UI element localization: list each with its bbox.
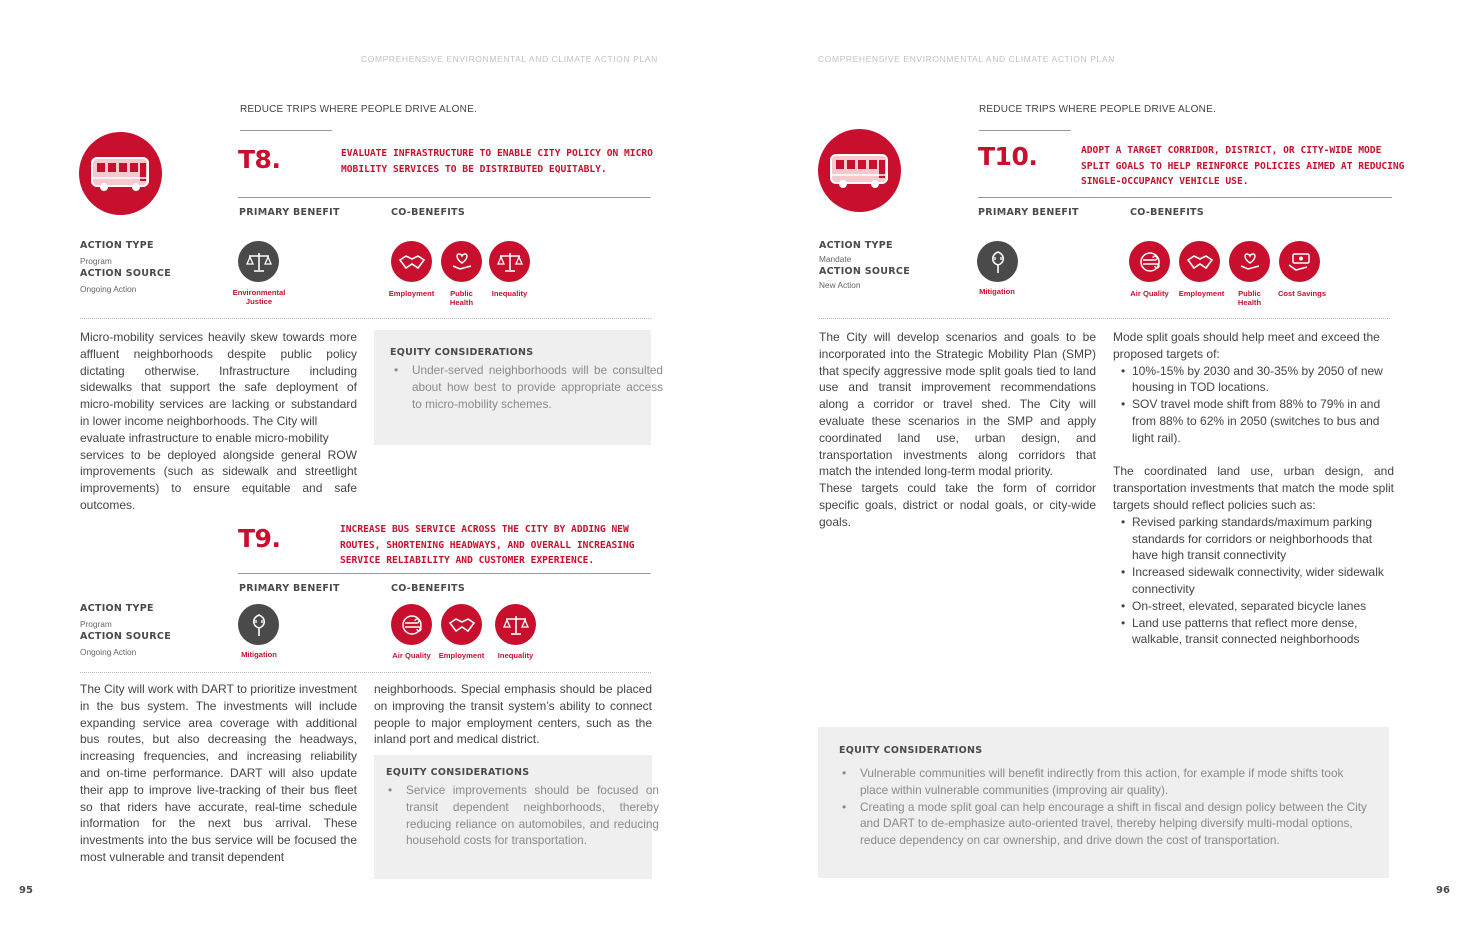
equity-item: • Creating a mode split goal can help encourage a shift in fiscal and design policy between the City and DART to de-emphasize auto-oriented travel, thereby helping diversify multi-modal options, reduce dependency on car ownership, and drive down the cost of transportation. [838, 799, 1373, 849]
page-number-left: 95 [19, 885, 33, 896]
air-quality-icon [391, 604, 432, 645]
list-item: • On-street, elevated, separated bicycle lanes [1113, 598, 1394, 615]
action-title-t9: INCREASE BUS SERVICE ACROSS THE CITY BY ADDING NEW ROUTES, SHORTENING HEADWAYS, AND OVERALL INCREASING SERVICE RELIABILITY AND CUSTOMER EXPERIENCE. [340, 524, 635, 566]
primary-benefit-heading: PRIMARY BENEFIT [978, 207, 1079, 218]
air-quality-icon [1129, 241, 1170, 282]
targets-list [1113, 363, 1394, 447]
action-source-label: ACTION SOURCE [80, 268, 171, 279]
equity-box-t10 [818, 727, 1389, 878]
action-type-value: Program [80, 619, 112, 629]
scales-icon [489, 241, 530, 282]
title-rule [238, 573, 651, 574]
t9-body-col1: The City will work with DART to prioritize investment in the bus system. The investments will include expanding service area coverage with additional bus routes, but also decreasing the headways, increasing frequencies, and increasing reliability and on-time performance. DART will also update their app to improve live-tracking of their bus fleet so that riders have accurate, real-time schedule information for the next bus arrival. These investments into the bus service will be focused the most vulnerable and transit dependent [80, 682, 357, 864]
action-meta-t10 [819, 240, 910, 290]
t8-body: Micro-mobility services heavily skew towards more affluent neighborhoods despite public policy dictating otherwise. Infrastructure including sidewalks that support the safe deployment of micro-mobility services are lacking or substandard in lower income neighborhoods. The City will evaluate infrastructure to enable micro-mobility services to be deployed alongside general ROW improvements (such as sidewalk and streetlight improvements) to ensure equitable and safe outcomes. [80, 330, 357, 512]
list-item: • 10%-15% by 2030 and 30-35% by 2050 of new housing in TOD locations. [1113, 363, 1394, 397]
action-type-value: Mandate [819, 254, 852, 264]
action-source-value: Ongoing Action [80, 647, 137, 657]
primary-benefit-heading: PRIMARY BENEFIT [239, 583, 340, 594]
equity-item: • Vulnerable communities will benefit indirectly from this action, for example if mode shifts took place within vulnerable communities (improving air quality). [838, 765, 1373, 799]
dotted-divider [819, 318, 1390, 319]
goal-rule [979, 130, 1071, 131]
bus-icon [818, 129, 901, 212]
plug-leaf-icon [977, 241, 1018, 282]
goal-rule [240, 130, 332, 131]
t9-body-col2: neighborhoods. Special emphasis should be placed on improving the transit system’s ability to connect people to major employment centers, such as the inland port and medical district. [374, 682, 652, 747]
action-type-value: Program [80, 256, 112, 266]
heart-hand-icon [441, 241, 482, 282]
title-rule [978, 197, 1392, 198]
equity-item: • Under-served neighborhoods will be consulted about how best to provide appropriate access to micro-mobility schemes. [390, 362, 663, 412]
benefit-label: Employment [438, 651, 485, 660]
benefit-label: Mitigation [979, 287, 1015, 296]
plug-leaf-icon [238, 604, 279, 645]
action-code-t9: T9. [238, 524, 281, 553]
co-benefits-heading: CO-BENEFITS [391, 207, 465, 218]
benefit-label: Air Quality [392, 651, 431, 660]
equity-box-t8 [374, 330, 663, 445]
t10-body-col2 [1113, 329, 1394, 648]
running-header-left: COMPREHENSIVE ENVIRONMENTAL AND CLIMATE ACTION PLAN [361, 54, 658, 64]
handshake-icon [1179, 241, 1220, 282]
benefit-label: Inequality [497, 651, 534, 660]
action-type-label: ACTION TYPE [80, 603, 154, 614]
running-header-right: COMPREHENSIVE ENVIRONMENTAL AND CLIMATE ACTION PLAN [818, 54, 1115, 64]
benefit-label: Employment [388, 289, 435, 298]
list-item: • Increased sidewalk connectivity, wider sidewalk connectivity [1113, 564, 1394, 598]
action-type-label: ACTION TYPE [80, 240, 154, 251]
benefit-label: Public Health [1237, 289, 1262, 307]
equity-item: • Service improvements should be focused on transit dependent neighborhoods, thereby reducing reliance on automobiles, and reducing household costs for transportation. [384, 782, 659, 849]
action-code-t8: T8. [238, 145, 281, 174]
list-item: • Land use patterns that reflect more dense, walkable, transit connected neighborhoods [1113, 615, 1394, 649]
action-type-label: ACTION TYPE [819, 240, 893, 251]
policies-list [1113, 514, 1394, 648]
equity-list [838, 765, 1373, 849]
action-source-label: ACTION SOURCE [819, 266, 910, 277]
equity-heading: EQUITY CONSIDERATIONS [839, 745, 983, 756]
benefit-label: Employment [1178, 289, 1225, 298]
dotted-divider [80, 318, 651, 319]
title-rule [238, 197, 651, 198]
handshake-icon [441, 604, 482, 645]
page-number-right: 96 [1436, 885, 1450, 896]
money-hand-icon [1279, 241, 1320, 282]
bus-icon [79, 132, 162, 215]
scales-icon [495, 604, 536, 645]
benefit-label: Air Quality [1130, 289, 1169, 298]
benefit-label: Mitigation [241, 650, 277, 659]
action-source-label: ACTION SOURCE [80, 631, 171, 642]
action-title-t8: EVALUATE INFRASTRUCTURE TO ENABLE CITY POLICY ON MICRO MOBILITY SERVICES TO BE DISTRIBUTED EQUITABLY. [341, 148, 653, 175]
action-code-t10: T10. [978, 142, 1038, 171]
equity-heading: EQUITY CONSIDERATIONS [386, 767, 530, 778]
list-item: • Revised parking standards/maximum parking standards for corridors or neighborhoods that have high transit connectivity [1113, 514, 1394, 564]
policies-intro: The coordinated land use, urban design, and transportation investments that match the mode split targets should reflect policies such as: [1113, 464, 1394, 512]
co-benefits-heading: CO-BENEFITS [1130, 207, 1204, 218]
co-benefits-heading: CO-BENEFITS [391, 583, 465, 594]
handshake-icon [391, 241, 432, 282]
scales-icon [238, 241, 279, 282]
t10-body-col1: The City will develop scenarios and goals to be incorporated into the Strategic Mobility Plan (SMP) that specify aggressive mode split goals tied to land use and transit improvement recommendations along a corridor or travel shed. The City will evaluate these scenarios in the SMP and apply coordinated land use, urban design, and transportation investments along corridors that match the intended long-term modal priority. These targets could take the form of corridor specific goals, district or nodal goals, or city-wide goals. [819, 330, 1096, 529]
equity-box-t9 [374, 755, 659, 879]
benefit-label: Public Health [449, 289, 474, 307]
action-source-value: New Action [819, 280, 861, 290]
benefit-label: Cost Savings [1277, 289, 1327, 298]
benefit-label: Environmental Justice [232, 288, 286, 306]
action-source-value: Ongoing Action [80, 284, 137, 294]
action-meta-t9 [80, 603, 171, 657]
heart-hand-icon [1229, 241, 1270, 282]
benefit-label: Inequality [491, 289, 528, 298]
list-item: • SOV travel mode shift from 88% to 79% in and from 88% to 62% in 2050 (switches to bus and light rail). [1113, 396, 1394, 446]
primary-benefit-heading: PRIMARY BENEFIT [239, 207, 340, 218]
equity-heading: EQUITY CONSIDERATIONS [390, 347, 534, 358]
targets-intro: Mode split goals should help meet and exceed the proposed targets of: [1113, 330, 1380, 361]
goal-heading: REDUCE TRIPS WHERE PEOPLE DRIVE ALONE. [240, 104, 477, 115]
action-meta-t8 [80, 240, 171, 294]
goal-heading: REDUCE TRIPS WHERE PEOPLE DRIVE ALONE. [979, 104, 1216, 115]
dotted-divider [80, 672, 651, 673]
action-title-t10: ADOPT A TARGET CORRIDOR, DISTRICT, OR CITY-WIDE MODE SPLIT GOALS TO HELP REINFORCE POLICIES AIMED AT REDUCING SINGLE-OCCUPANCY VEHICLE USE. [1081, 145, 1405, 187]
